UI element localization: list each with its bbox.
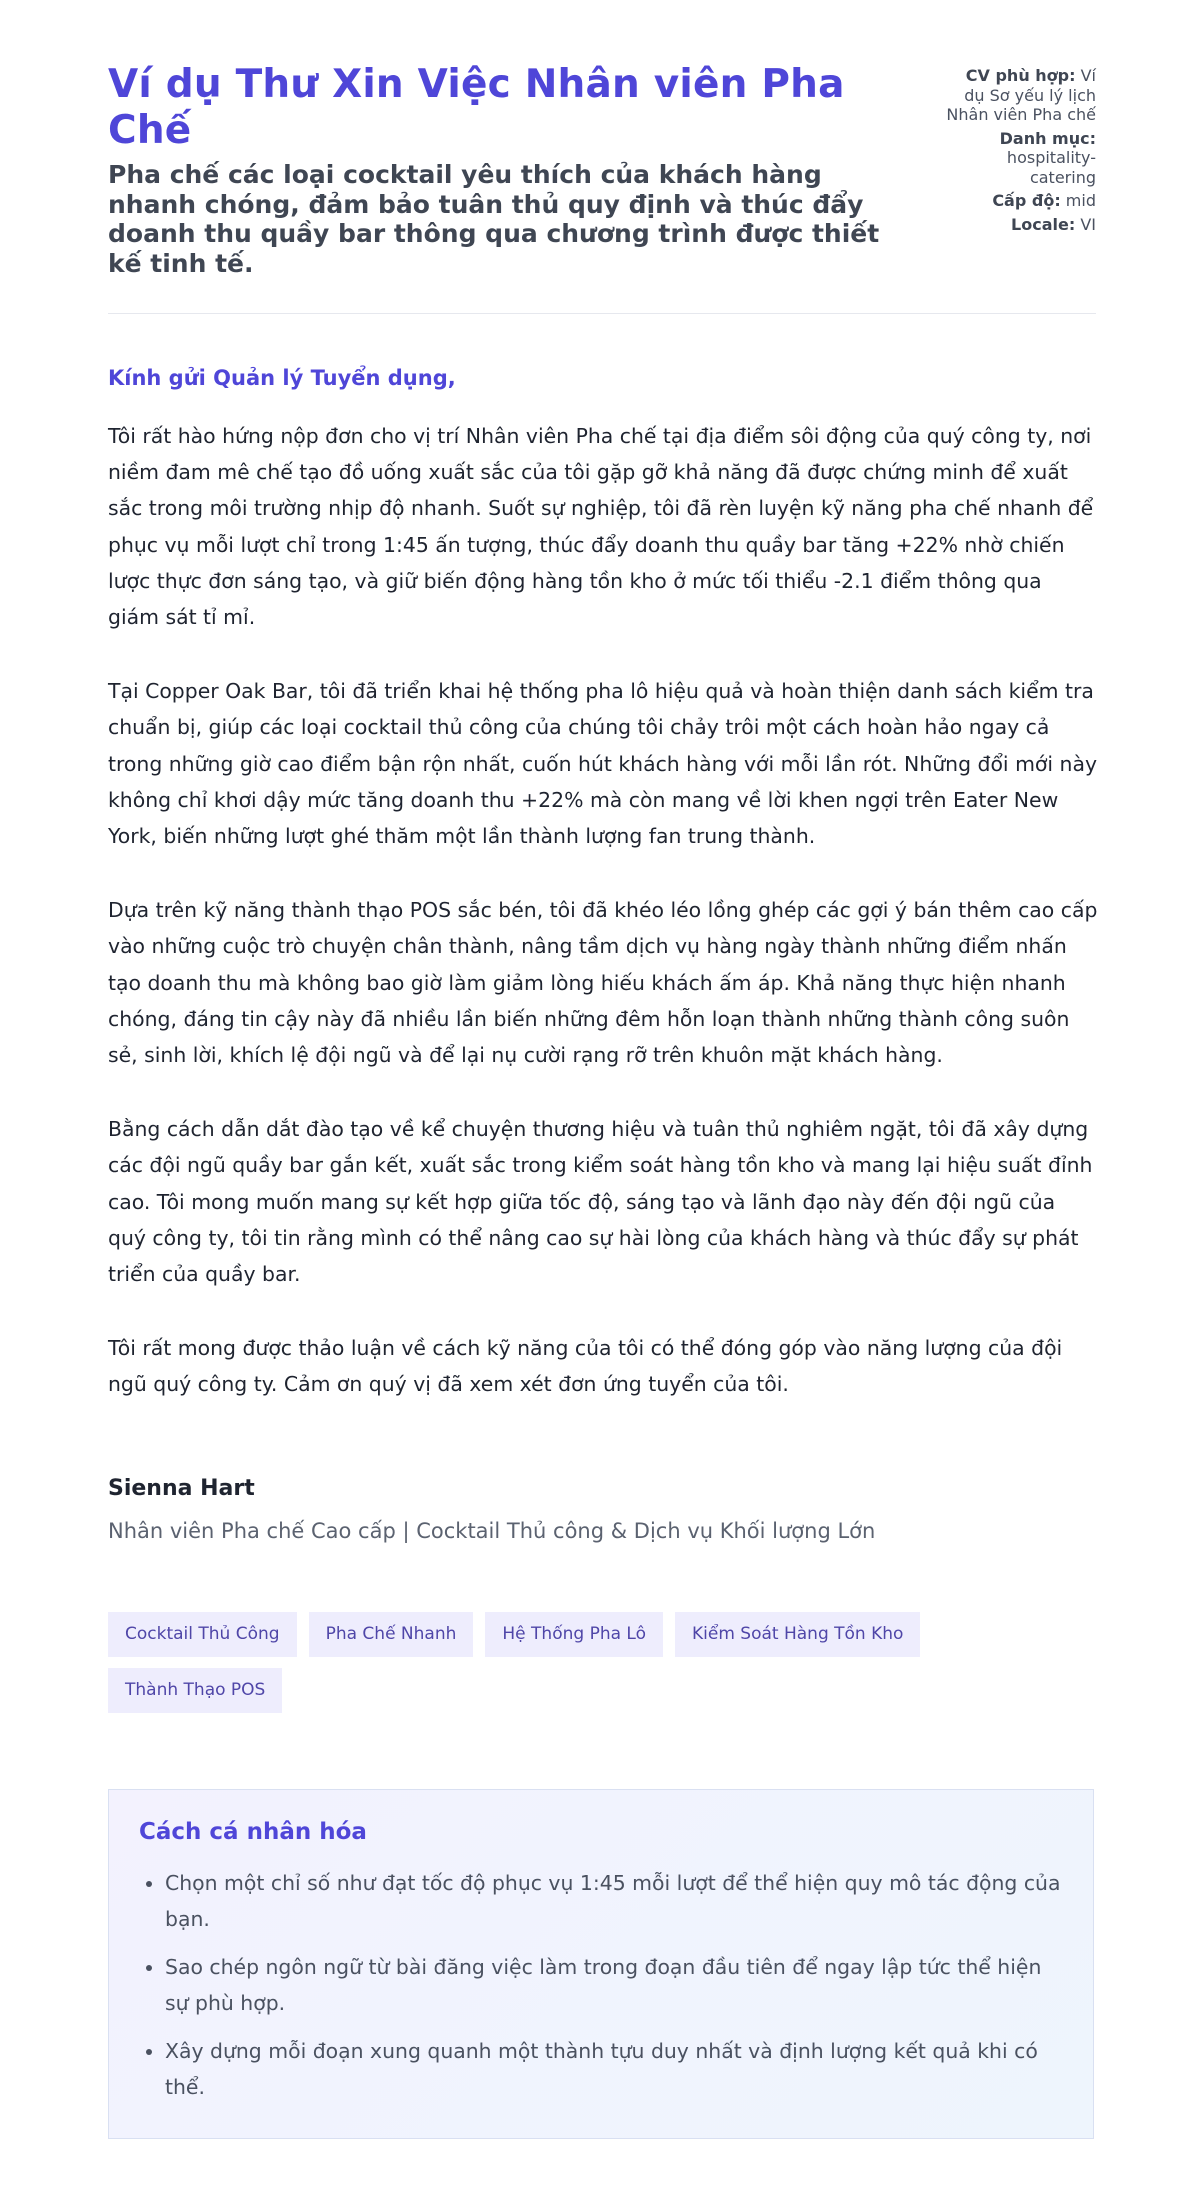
header-titles — [108, 62, 908, 278]
meta-cv — [946, 66, 1096, 125]
tips-item: • Sao chép ngôn ngữ từ bài đăng việc làm trong đoạn đầu tiên để ngay lập tức thể hiện sự phù hợp. — [165, 1950, 1063, 2021]
meta-label: Danh mục: — [999, 128, 1096, 148]
tips-list — [139, 1866, 1063, 2105]
tips-title: Cách cá nhân hóa — [139, 1819, 367, 1845]
page-subtitle: Pha chế các loại cocktail yêu thích của khách hàng nhanh chóng, đảm bảo tuân thủ quy định và thúc đẩy doanh thu quầy bar thông qua chương trình được thiết kế tinh tế. — [108, 160, 880, 278]
skill-tags — [108, 1612, 1008, 1713]
personalization-tips-box — [108, 1789, 1094, 2139]
letter-paragraph: Tại Copper Oak Bar, tôi đã triển khai hệ thống pha lô hiệu quả và hoàn thiện danh sách kiểm tra chuẩn bị, giúp các loại cocktail thủ công của chúng tôi chảy trôi một cách hoàn hảo ngay cả trong những giờ cao điểm bận rộn nhất, cuốn hút khách hàng với mỗi lần rót. Những đổi mới này không chỉ khơi dậy mức tăng doanh thu +22% mà còn mang về lời khen ngợi trên Eater New York, biến những lượt ghé thăm một lần thành lượng fan trung thành. — [108, 679, 1098, 849]
skill-tag: Cocktail Thủ Công — [108, 1612, 297, 1657]
tips-item: • Chọn một chỉ số như đạt tốc độ phục vụ 1:45 mỗi lượt để thể hiện quy mô tác động của bạn. — [165, 1866, 1063, 1937]
meta-value: hospitality-catering — [1006, 148, 1096, 187]
meta-panel — [946, 66, 1096, 278]
page-header — [108, 62, 1096, 278]
letter-greeting: Kính gửi Quản lý Tuyển dụng, — [108, 366, 456, 390]
meta-locale — [946, 215, 1096, 235]
letter-body — [108, 418, 1098, 1441]
letter-paragraph: Tôi rất hào hứng nộp đơn cho vị trí Nhân viên Pha chế tại địa điểm sôi động của quý công ty, nơi niềm đam mê chế tạo đồ uống xuất sắc của tôi gặp gỡ khả năng đã được chứng minh để xuất sắc trong môi trường nhịp độ nhanh. Suốt sự nghiệp, tôi đã rèn luyện kỹ năng pha chế nhanh để phục vụ mỗi lượt chỉ trong 1:45 ấn tượng, thúc đẩy doanh thu quầy bar tăng +22% nhờ chiến lược thực đơn sáng tạo, và giữ biến động hàng tồn kho ở mức tối thiểu -2.1 điểm thông qua giám sát tỉ mỉ. — [108, 424, 1094, 630]
skill-tag: Thành Thạo POS — [108, 1668, 282, 1713]
skill-tag: Pha Chế Nhanh — [309, 1612, 474, 1657]
signature-name: Sienna Hart — [108, 1476, 255, 1501]
header-divider — [108, 313, 1096, 314]
meta-value: mid — [1060, 191, 1096, 210]
page-title: Ví dụ Thư Xin Việc Nhân viên Pha Chế — [108, 62, 845, 153]
letter-paragraph: Tôi rất mong được thảo luận về cách kỹ năng của tôi có thể đóng góp vào năng lượng của đội ngũ quý công ty. Cảm ơn quý vị đã xem xét đơn ứng tuyển của tôi. — [108, 1336, 1063, 1397]
meta-level — [946, 191, 1096, 211]
signature-title: Nhân viên Pha chế Cao cấp | Cocktail Thủ công & Dịch vụ Khối lượng Lớn — [108, 1519, 876, 1543]
skill-tag: Hệ Thống Pha Lô — [485, 1612, 663, 1657]
meta-value: VI — [1075, 214, 1096, 234]
letter-paragraph: Dựa trên kỹ năng thành thạo POS sắc bén, tôi đã khéo léo lồng ghép các gợi ý bán thêm cao cấp vào những cuộc trò chuyện chân thành, nâng tầm dịch vụ hàng ngày thành những điểm nhấn tạo doanh thu mà không bao giờ làm giảm lòng hiếu khách ấm áp. Khả năng thực hiện nhanh chóng, đáng tin cậy này đã nhiều lần biến những đêm hỗn loạn thành những thành công suôn sẻ, sinh lời, khích lệ đội ngũ và để lại nụ cười rạng rỡ trên khuôn mặt khách hàng. — [108, 898, 1098, 1068]
skill-tag: Kiểm Soát Hàng Tồn Kho — [675, 1612, 920, 1657]
meta-category — [946, 129, 1096, 188]
meta-label: Locale: — [1011, 214, 1076, 234]
meta-label: Cấp độ: — [992, 191, 1061, 210]
meta-label: CV phù hợp: — [965, 66, 1076, 85]
letter-paragraph: Bằng cách dẫn dắt đào tạo về kể chuyện thương hiệu và tuân thủ nghiêm ngặt, tôi đã xây dựng các đội ngũ quầy bar gắn kết, xuất sắc trong kiểm soát hàng tồn kho và mang lại hiệu suất đỉnh cao. Tôi mong muốn mang sự kết hợp giữa tốc độ, sáng tạo và lãnh đạo này đến đội ngũ của quý công ty, tôi tin rằng mình có thể nâng cao sự hài lòng của khách hàng và thúc đẩy sự phát triển của quầy bar. — [108, 1117, 1093, 1287]
meta-value: Ví dụ Sơ yếu lý lịch Nhân viên Pha chế — [946, 66, 1096, 124]
tips-item: • Xây dựng mỗi đoạn xung quanh một thành tựu duy nhất và định lượng kết quả khi có thể. — [165, 2034, 1063, 2105]
signature-block — [108, 1474, 875, 1546]
